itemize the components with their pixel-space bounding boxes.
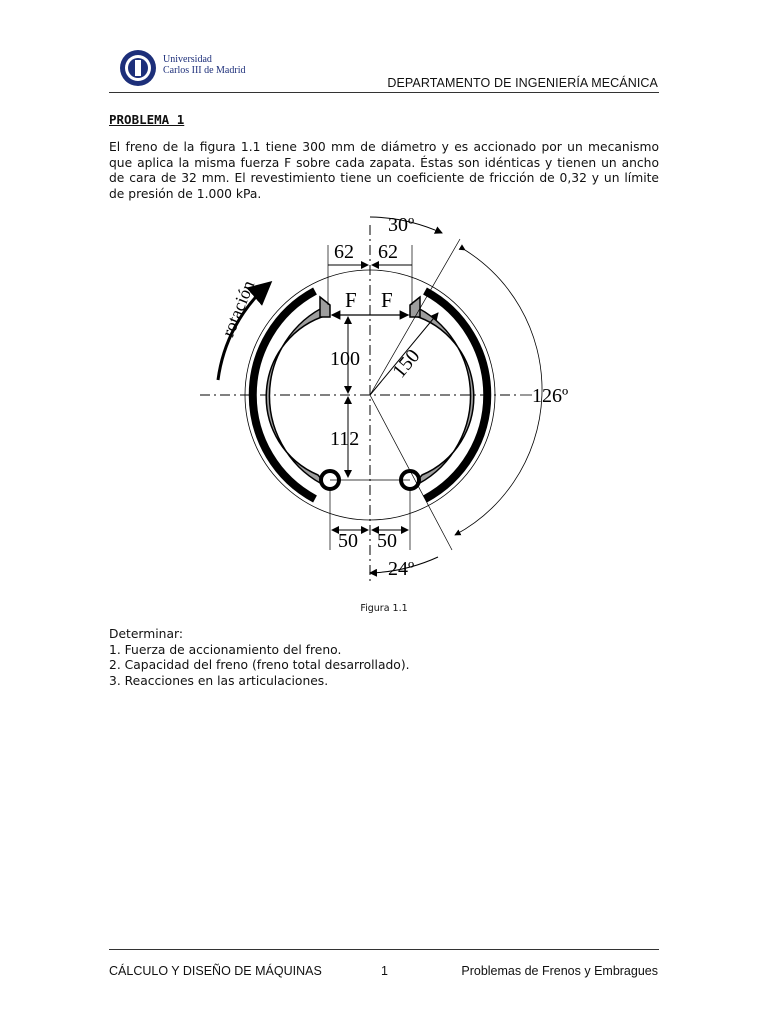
task-item: 3. Reacciones en las articulaciones. <box>109 673 329 688</box>
task-intro: Determinar: <box>109 627 183 641</box>
dim-112: 112 <box>330 428 360 450</box>
dim-62-right: 62 <box>378 241 398 263</box>
force-right-label: F <box>381 288 393 312</box>
arc-126 <box>455 250 542 535</box>
dim-50-left: 50 <box>338 530 358 552</box>
task-item: 2. Capacidad del freno (freno total desarrollado). <box>109 658 410 672</box>
university-seal-icon <box>118 48 158 88</box>
brake-figure <box>170 205 610 600</box>
dim-62-left: 62 <box>334 241 354 263</box>
task-item: 1. Fuerza de accionamiento del freno. <box>109 642 342 657</box>
header-divider <box>109 92 659 93</box>
left-shoe-tip <box>320 297 330 317</box>
radius-label: 150 <box>388 345 425 383</box>
university-logo <box>118 48 258 88</box>
logo-text <box>163 54 245 76</box>
task-list <box>109 627 659 689</box>
footer-divider <box>109 949 659 950</box>
logo-line-2: Carlos III de Madrid <box>163 65 246 76</box>
angle-30: 30º <box>388 214 415 236</box>
logo-line-1: Universidad <box>163 54 212 65</box>
problem-title: PROBLEMA 1 <box>109 112 185 127</box>
figure-caption: Figura 1.1 <box>360 603 408 614</box>
rotation-label: rotación <box>217 277 259 340</box>
problem-statement: El freno de la figura 1.1 tiene 300 mm de diámetro y es accionado por un mecanismo que aplica la misma fuerza F sobre cada zapata. Éstas son idénticas y tienen un ancho de cara de 32 mm. El revestimiento tiene un coeficiente de fricción de 0,32 y un límite de presión de 1.000 kPa. <box>109 140 659 201</box>
angle-24: 24º <box>388 558 415 580</box>
department-name: DEPARTAMENTO DE INGENIERÍA MECÁNICA <box>387 76 658 90</box>
footer-course: CÁLCULO Y DISEÑO DE MÁQUINAS <box>109 964 322 978</box>
footer-page-number: 1 <box>381 964 388 978</box>
ray-24 <box>370 395 452 550</box>
force-left-label: F <box>345 288 357 312</box>
right-shoe-tip <box>410 297 420 317</box>
dim-50-right: 50 <box>377 530 397 552</box>
angle-126: 126º <box>532 385 569 407</box>
brake-diagram <box>170 205 610 600</box>
footer-topic: Problemas de Frenos y Embragues <box>461 964 658 978</box>
dim-100: 100 <box>330 348 360 370</box>
